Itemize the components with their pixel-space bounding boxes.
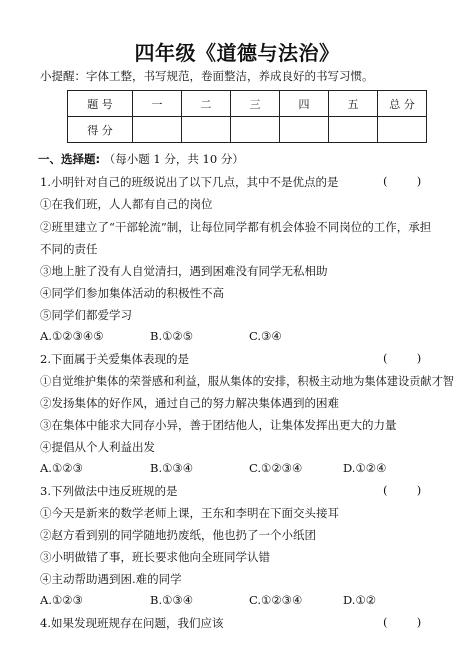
score-header-cell: 一	[133, 91, 182, 117]
section-note: （每小题 1 分，共 10 分）	[103, 152, 244, 166]
option-a[interactable]: A.①②③	[40, 461, 83, 475]
question-stem: 4.如果发现班规存在问题，我们应该	[40, 616, 224, 630]
option-b[interactable]: B.①②⑤	[150, 329, 194, 343]
answer-blank[interactable]: ( )	[383, 483, 422, 497]
reminder-text: 小提醒：字体工整，书写规范，卷面整洁，养成良好的书写习惯。	[40, 69, 374, 83]
question-line: ①在我们班，人人都有自己的岗位	[40, 197, 213, 211]
question-line: ④同学们参加集体活动的积极性不高	[40, 286, 224, 300]
question-line: ②赵方看到别的同学随地扔废纸，他也扔了一个小纸团	[40, 528, 316, 542]
answer-blank[interactable]: ( )	[383, 174, 422, 188]
option-a[interactable]: A.①②③④⑤	[40, 329, 104, 343]
option-c[interactable]: C.①②③④	[249, 461, 303, 475]
score-header-cell: 五	[329, 91, 378, 117]
question-line: 不同的责任	[40, 242, 98, 256]
score-table	[67, 90, 427, 143]
option-a[interactable]: A.①②③	[40, 593, 83, 607]
exam-title: 四年级《道德与法治》	[134, 41, 340, 65]
score-input-cell[interactable]	[378, 117, 427, 143]
question-stem: 1.小明针对自己的班级说出了以下几点，其中不是优点的是	[40, 175, 339, 189]
question-line: ①自觉维护集体的荣誉感和利益，服从集体的安排，积极主动地为集体建设贡献才智	[40, 375, 454, 388]
option-d[interactable]: D.①②④	[343, 461, 387, 475]
question-line: ⑤同学们都爱学习	[40, 308, 132, 322]
score-header-cell: 二	[182, 91, 231, 117]
score-header-cell: 四	[280, 91, 329, 117]
score-table-header-row	[68, 91, 427, 117]
question-line: ③小明做错了事，班长要求他向全班同学认错	[40, 550, 270, 564]
question-line: ③在集体中能求大同存小异，善于团结他人，让集体发挥出更大的力量	[40, 418, 397, 432]
score-input-cell[interactable]	[231, 117, 280, 143]
option-d[interactable]: D.①②	[343, 593, 377, 607]
question-line: ④主动帮助遇到困.难的同学	[40, 572, 182, 586]
question-stem: 2.下面属于关爱集体表现的是	[40, 352, 189, 366]
option-b[interactable]: B.①③④	[150, 593, 194, 607]
score-row-label: 得 分	[68, 117, 133, 143]
question-stem: 3.下列做法中违反班规的是	[40, 484, 178, 498]
question-line: ④提倡从个人利益出发	[40, 440, 155, 454]
section-heading	[38, 151, 244, 167]
score-header-cell: 总 分	[378, 91, 427, 117]
score-header-cell: 三	[231, 91, 280, 117]
section-title: 一、选择题:	[38, 152, 101, 166]
score-header-cell: 题 号	[68, 91, 133, 117]
question-line: ③地上脏了没有人自觉清扫，遇到困难没有同学无私相助	[40, 264, 328, 278]
score-input-cell[interactable]	[182, 117, 231, 143]
option-c[interactable]: C.③④	[249, 329, 282, 343]
answer-blank[interactable]: ( )	[383, 615, 422, 629]
score-table-score-row	[68, 117, 427, 143]
answer-blank[interactable]: ( )	[383, 351, 422, 365]
score-input-cell[interactable]	[280, 117, 329, 143]
score-input-cell[interactable]	[329, 117, 378, 143]
question-line: ②发扬集体的好作风，通过自己的努力解决集体遇到的困难	[40, 396, 339, 410]
question-line: ①今天是新来的数学老师上课，王东和李明在下面交头接耳	[40, 506, 339, 520]
question-line: ②班里建立了“干部轮流”制，让每位同学都有机会体验不同岗位的工作，承担	[40, 220, 432, 234]
score-input-cell[interactable]	[133, 117, 182, 143]
option-b[interactable]: B.①③④	[150, 461, 194, 475]
option-c[interactable]: C.①②③④	[249, 593, 303, 607]
